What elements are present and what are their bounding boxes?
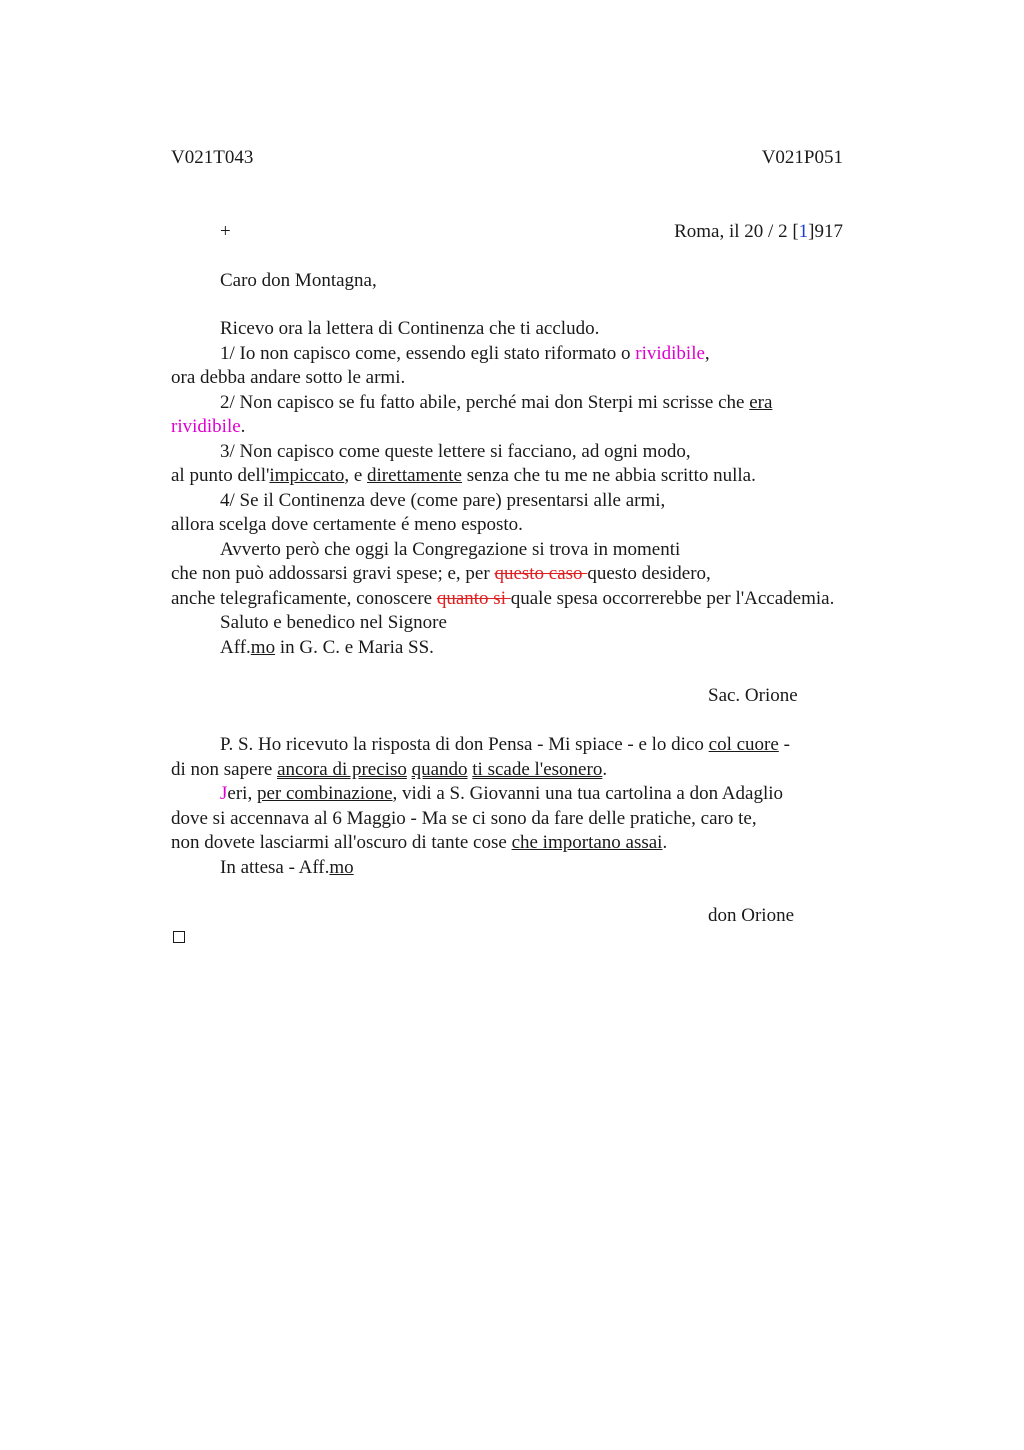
postscript-line: In attesa - Aff.mo <box>220 856 354 878</box>
body-line: al punto dell'impiccato, e direttamente senza che tu me ne abbia scritto nulla. <box>171 465 756 486</box>
postscript-line: P. S. Ho ricevuto la risposta di don Pensa - Mi spiace - e lo dico col cuore - <box>220 734 790 755</box>
letter-date <box>674 220 843 244</box>
postscript <box>171 733 931 880</box>
postscript-signature: don Orione <box>708 905 795 926</box>
date-editorial-insert: 1 <box>798 221 809 242</box>
body-line: 2/ Non capisco se fu fatto abile, perché mai don Sterpi mi scrisse che era <box>220 391 773 413</box>
postscript-line: dove si accennava al 6 Maggio - Ma se ci sono da fare delle pratiche, caro te, <box>171 807 757 829</box>
body-line: ora debba andare sotto le armi. <box>171 367 406 388</box>
underlined-text: per combinazione <box>256 783 393 804</box>
double-underlined-text: ancora di preciso <box>277 758 407 780</box>
body-line: che non può addossarsi gravi spese; e, per questo caso questo desidero, <box>171 563 711 584</box>
underlined-text: direttamente <box>367 465 462 486</box>
body-line: Avverto però che oggi la Congregazione si trova in momenti <box>220 538 681 560</box>
rividibile-note: rividibile <box>171 416 241 437</box>
body-line: Saluto e benedico nel Signore <box>220 612 447 633</box>
cross-symbol: + <box>220 221 231 242</box>
body-line: 4/ Se il Continenza deve (come pare) presentarsi alle armi, <box>220 489 666 511</box>
salutation: Caro don Montagna, <box>220 270 377 291</box>
body-line: allora scelga dove certamente é meno esposto. <box>171 514 523 535</box>
letter-body <box>171 317 931 660</box>
deleted-text: questo caso <box>494 563 588 584</box>
underlined-text: era <box>749 391 773 413</box>
magenta-initial: J <box>220 783 228 804</box>
underlined-text: mo <box>250 636 276 658</box>
body-line: 1/ Io non capisco come, essendo egli stato riformato o rividibile, <box>220 342 710 364</box>
document-code-right: V021P051 <box>761 147 843 168</box>
body-line: 3/ Non capisco come queste lettere si facciano, ad ogni modo, <box>220 440 691 462</box>
document-code-left: V021T043 <box>171 147 254 168</box>
date-prefix: Roma, il 20 / 2 [ <box>674 221 799 242</box>
letter-signature: Sac. Orione <box>708 685 798 706</box>
double-underlined-text: quando <box>411 758 468 780</box>
closing-line: Aff.mo in G. C. e Maria SS. <box>220 636 434 658</box>
deleted-text: quanto si <box>436 587 511 609</box>
underlined-text: che importano assai <box>511 832 663 853</box>
body-line: anche telegraficamente, conoscere quanto si quale spesa occorrerebbe per l'Accademia. <box>171 587 835 609</box>
postscript-line: non dovete lasciarmi all'oscuro di tante cose che importano assai. <box>171 832 668 853</box>
underlined-text: impiccato <box>269 465 345 486</box>
body-line: rividibile. <box>171 416 246 437</box>
date-suffix: ]917 <box>808 221 843 242</box>
postscript-line: Jeri, per combinazione, vidi a S. Giovanni una tua cartolina a don Adaglio <box>220 783 784 804</box>
postscript-line: di non sapere ancora di preciso quando ti scade l'esonero. <box>171 758 608 780</box>
underlined-text: mo <box>329 856 354 878</box>
underlined-text: col cuore <box>708 734 779 755</box>
rividibile-note: rividibile <box>635 342 705 364</box>
double-underlined-text: ti scade l'esonero <box>472 758 603 780</box>
empty-square-icon <box>173 931 185 943</box>
body-line: Ricevo ora la lettera di Continenza che ti accludo. <box>220 318 600 339</box>
